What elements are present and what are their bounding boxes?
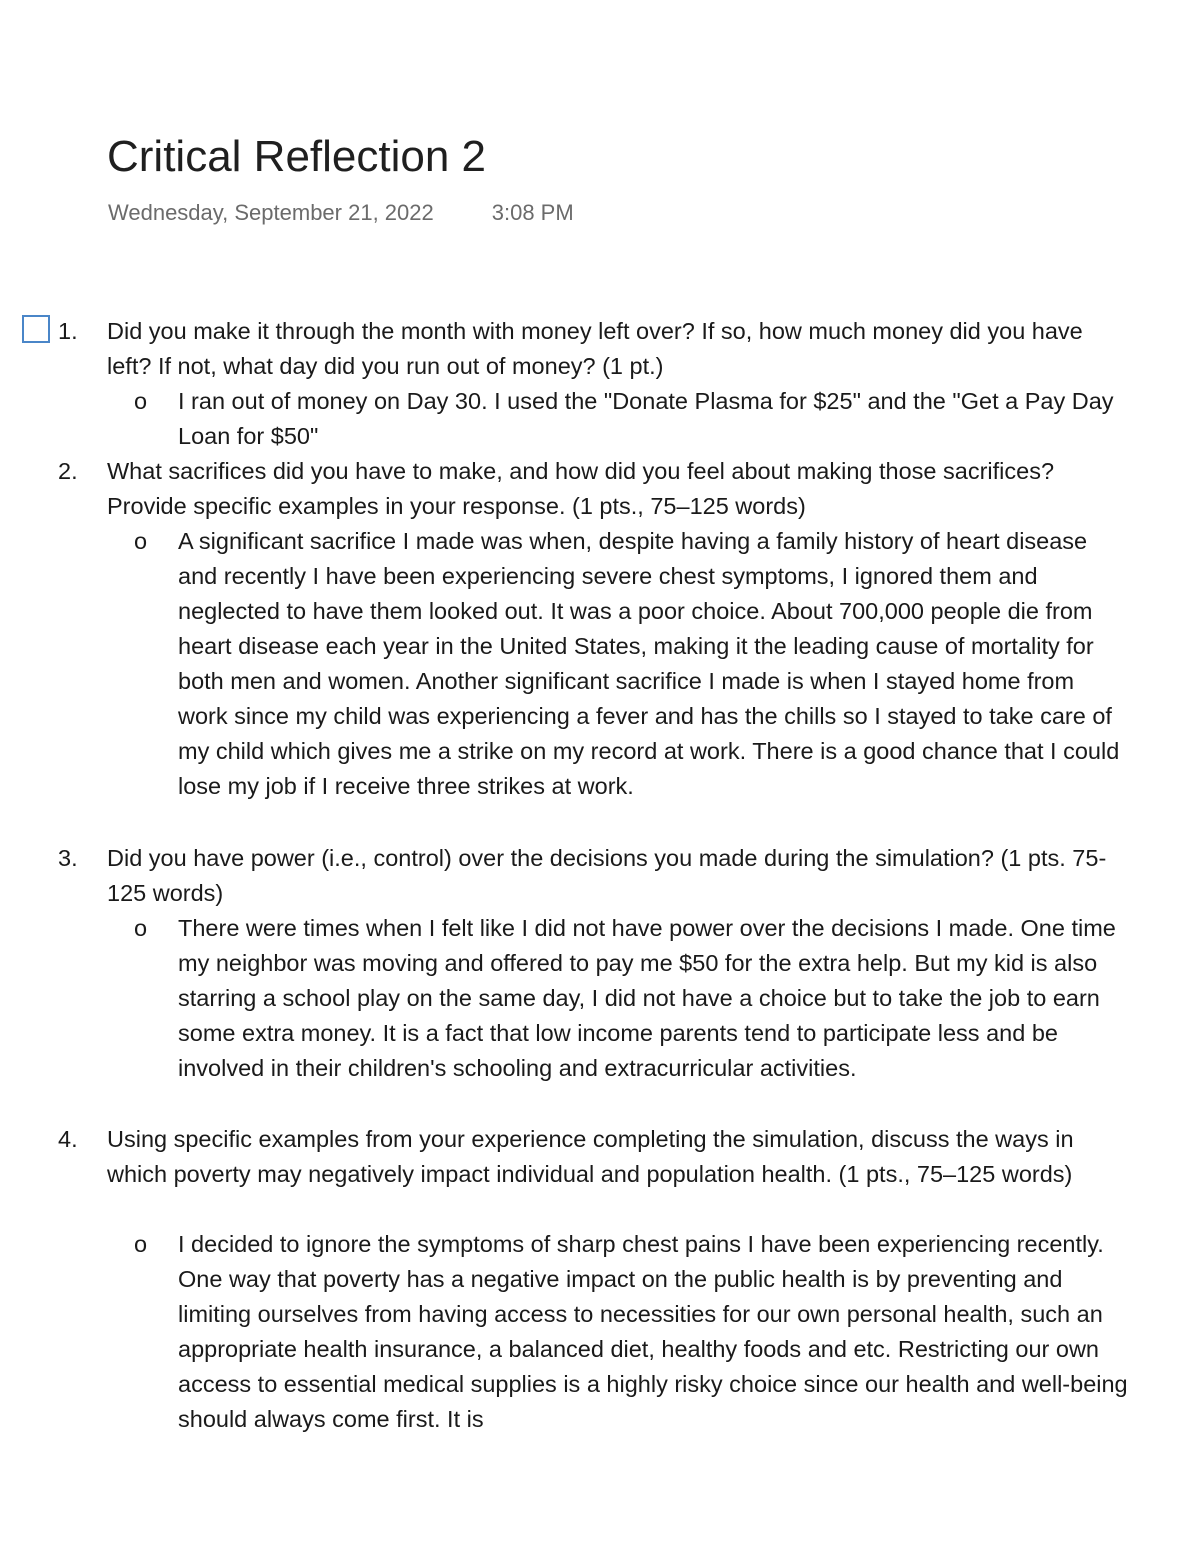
answer-text: I ran out of money on Day 30. I used the "Donate Plasma for $25" and the "Get a Pay Day Loan for $50" bbox=[178, 388, 1114, 449]
page-timestamp bbox=[108, 200, 574, 226]
question-number: 1. bbox=[58, 318, 78, 344]
question-text: What sacrifices did you have to make, and how did you feel about making those sacrifices? Provide specific examples in your response. (1 pts., 75–125 words) bbox=[107, 458, 1055, 519]
bullet-marker: o bbox=[134, 388, 148, 414]
answer-text: There were times when I felt like I did not have power over the decisions I made. One time my neighbor was moving and offered to pay me $50 for the extra help. But my kid is also starring a school play on the same day, I did not have a choice but to take the job to earn some extra money. It is a fact that low income parents tend to participate less and be involved in their children's schooling and extracurricular activities. bbox=[178, 915, 1116, 1081]
page-time: 3:08 PM bbox=[491, 200, 574, 225]
question-number: 3. bbox=[58, 845, 78, 871]
page-title: Critical Reflection 2 bbox=[107, 132, 487, 181]
answer-text: A significant sacrifice I made was when, despite having a family history of heart disease and recently I have been experiencing severe chest symptoms, I ignored them and neglected to have them looked out. It was a poor choice. About 700,000 people die from heart disease each year in the United States, making it the leading cause of mortality for both men and women. Another significant sacrifice I made is when I stayed home from work since my child was experiencing a fever and has the chills so I stayed to take care of my child which gives me a strike on my record at work. There is a good chance that I could lose my job if I receive three strikes at work. bbox=[178, 528, 1120, 799]
question-number: 2. bbox=[58, 458, 78, 484]
answer-text: I decided to ignore the symptoms of sharp chest pains I have been experiencing recently. One way that poverty has a negative impact on the public health is by preventing and limiting ourselves from having access to necessities for our own personal health, such an appropriate health insurance, a balanced diet, healthy foods and etc. Restricting our own access to essential medical supplies is a highly risky choice since our health and well-being should always come first. It is bbox=[178, 1231, 1128, 1432]
question-text: Did you have power (i.e., control) over the decisions you made during the simulation? (1 pts. 75-125 words) bbox=[107, 845, 1107, 906]
question-number: 4. bbox=[58, 1126, 78, 1152]
bullet-marker: o bbox=[134, 528, 148, 554]
page-date: Wednesday, September 21, 2022 bbox=[108, 200, 434, 225]
question-text: Did you make it through the month with money left over? If so, how much money did you have left? If not, what day did you run out of money? (1 pt.) bbox=[107, 318, 1083, 379]
question-text: Using specific examples from your experience completing the simulation, discuss the ways in which poverty may negatively impact individual and population health. (1 pts., 75–125 words) bbox=[107, 1126, 1074, 1187]
bullet-marker: o bbox=[134, 915, 148, 941]
note-checkbox[interactable] bbox=[22, 315, 50, 343]
bullet-marker: o bbox=[134, 1231, 148, 1257]
